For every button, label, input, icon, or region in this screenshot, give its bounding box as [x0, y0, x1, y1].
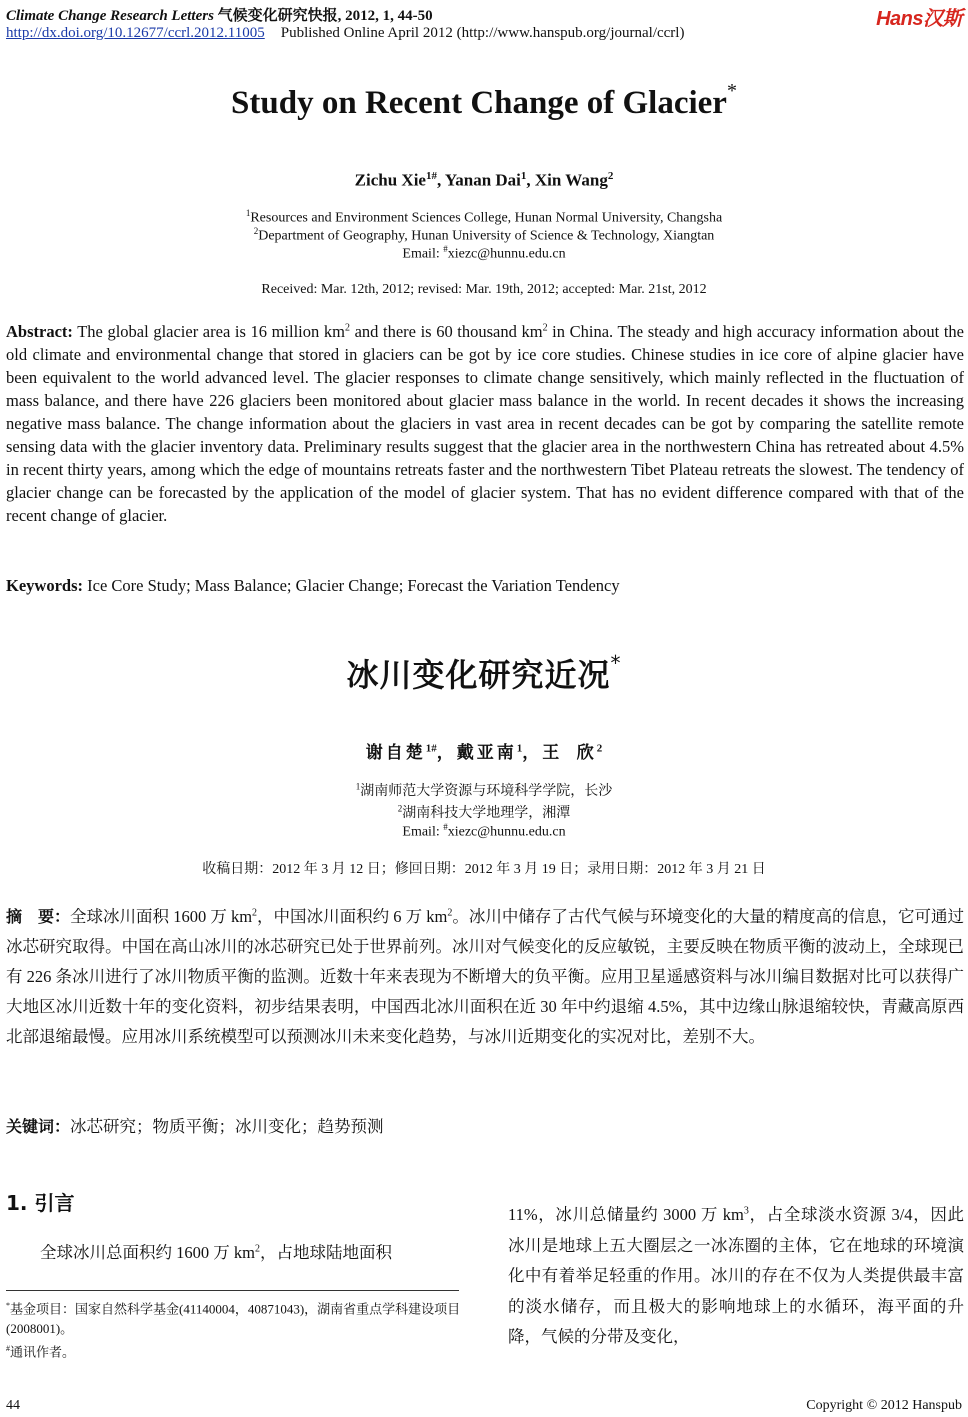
author-name: 谢自楚: [365, 743, 426, 762]
title-footnote-mark: *: [726, 80, 737, 102]
english-abstract: Abstract: The global glacier area is 16 million $km^2$ and there is 60 thousand $km^2$ in China. The steady and high accuracy information about the old climate and environmental change that stored in glaciers can be got by ice core studies. Chinese studies in ice core of alpine glacier have been equivalent to the world advanced level. The glacier responses to climate change sensitively, which mainly reflected in the fluctuation of mass balance, and there have 226 glaciers been monitored about glacier mass balance in the world. In recent decades it shows the increasing negative mass balance. The change information about the glaciers in vast area in recent decades can be got by comparing the satellite remote sensing data with the glacier inventory data. Preliminary results suggest that the glacier area in the northwestern China has retreated about 4.5% in recent thirty years, among which the edge of mountains retreats faster and the northwestern Tibet Plateau retreats the slowest. The tendency of glacier change can be forecasted by the application of the model of glacier system. That has no evident difference compared with that of the recent change of glacier.: [6, 322, 964, 525]
doi-line: [6, 25, 684, 42]
chinese-affiliation-2: $^2$湖南科技大学地理学，湘潭: [397, 803, 571, 821]
journal-cn-info: 气候变化研究快报, 2012, 1, 44-50: [213, 8, 433, 24]
keywords-label: 关键词：: [6, 1117, 71, 1136]
english-affiliation-1: $^1$Resources and Environment Sciences College, Hunan Normal University, Changsha: [245, 208, 723, 226]
email-address[interactable]: xiezc@hunnu.edu.cn: [447, 246, 566, 262]
title-footnote-mark: *: [610, 651, 622, 675]
author-name: Yanan Dai: [444, 170, 521, 190]
footnote-funding: *基金项目：国家自然科学基金(41140004，40871043)，湖南省重点学科建设项目(2008001)。: [6, 1301, 461, 1337]
right-column: [508, 1200, 964, 1353]
journal-name: Climate Change Research Letters: [6, 8, 214, 24]
abstract-label: 摘 要：: [6, 907, 71, 926]
chinese-abstract: 摘 要：全球冰川面积 1600 万 $km^2$，中国冰川面积约 6 万 $km^2$。冰川中储存了古代气候与环境变化的大量的精度高的信息，它可通过冰芯研究取得。中国在高山冰川的冰芯研究已处于世界前列。冰川对气候变化的反应敏锐，主要反映在物质平衡的波动上，全球现已有 226 条冰川进行了冰川物质平衡的监测。近数十年来表现为不断增大的负平衡。应用卫星遥感资料与冰川编目数据对比可以获得广大地区冰川近数十年的变化资料，初步结果表明，中国西北冰川面积在近 30 年中约退缩 4.5%，其中边缘山脉退缩较快，青藏高原西北部退缩最慢。应用冰川系统模型可以预测冰川未来变化趋势，与冰川近期变化的实况对比，差别不大。: [6, 907, 964, 1046]
journal-header: [6, 4, 433, 25]
email-address[interactable]: xiezc@hunnu.edu.cn: [447, 824, 566, 840]
english-keywords: Keywords: Ice Core Study; Mass Balance; Glacier Change; Forecast the Variation Tendency: [6, 576, 620, 595]
intro-paragraph-continued: 11%，冰川总储量约 3000 万 $km^3$，占全球淡水资源 3/4，因此冰川是地球上五大圈层之一冰冻圈的主体，它在地球的环境演化中有着举足轻重的作用。冰川的存在不仅为人类提供最丰富的淡水储存，而且极大的影响地球上的水循环，海平面的升降，气候的分带及变化，: [508, 1205, 965, 1346]
intro-paragraph-start: 全球冰川总面积约 1600 万 $km^2$，占地球陆地面积: [40, 1243, 392, 1262]
footnote-corresponding: #通讯作者。: [6, 1344, 76, 1360]
chinese-dates: 收稿日期：2012 年 3 月 12 日；修回日期：2012 年 3 月 19 日；录用日期：2012 年 3 月 21 日: [202, 862, 766, 877]
section-heading: 1. 引言: [6, 1191, 75, 1215]
author-name: 王 欣: [542, 743, 597, 762]
chinese-keywords: 关键词：冰芯研究；物质平衡；冰川变化；趋势预测: [6, 1117, 384, 1136]
published-info: Published Online April 2012 (http://www.hanspub.org/journal/ccrl): [280, 25, 685, 41]
keywords-label: Keywords:: [6, 576, 83, 595]
author-name: 戴亚南: [456, 743, 517, 762]
english-affiliation-2: $^2$Department of Geography, Hunan University of Science & Technology, Xiangtan: [253, 226, 715, 244]
left-column: [6, 1188, 461, 1268]
chinese-email: Email: #xiezc@hunnu.edu.cn: [402, 822, 566, 840]
english-email: Email: #xiezc@hunnu.edu.cn: [402, 244, 566, 262]
abstract-label: Abstract:: [6, 322, 73, 341]
english-authors: Zichu Xie$^{1\#}$, Yanan Dai$^1$, Xin Wang$^2$: [354, 170, 614, 190]
copyright: Copyright © 2012 Hanspub: [806, 1398, 962, 1413]
english-title: Study on Recent Change of Glacier*: [231, 80, 737, 121]
doi-link[interactable]: http://dx.doi.org/10.12677/ccrl.2012.11005: [6, 25, 265, 41]
author-name: Xin Wang: [534, 170, 608, 190]
hanspub-logo: Hans汉斯: [876, 8, 962, 30]
chinese-title: 冰川变化研究近况*: [346, 651, 622, 694]
english-dates: Received: Mar. 12th, 2012; revised: Mar. 19th, 2012; accepted: Mar. 21st, 2012: [261, 282, 707, 297]
footnote-divider: [6, 1290, 459, 1291]
author-name: Zichu Xie: [354, 170, 426, 190]
page-number: 44: [6, 1398, 20, 1413]
chinese-authors: 谢自楚$^{1\#}$，戴亚南$^1$，王 欣$^2$: [365, 742, 603, 762]
footnotes: [6, 1296, 461, 1363]
chinese-affiliation-1: $^1$湖南师范大学资源与环境科学学院，长沙: [355, 781, 613, 799]
